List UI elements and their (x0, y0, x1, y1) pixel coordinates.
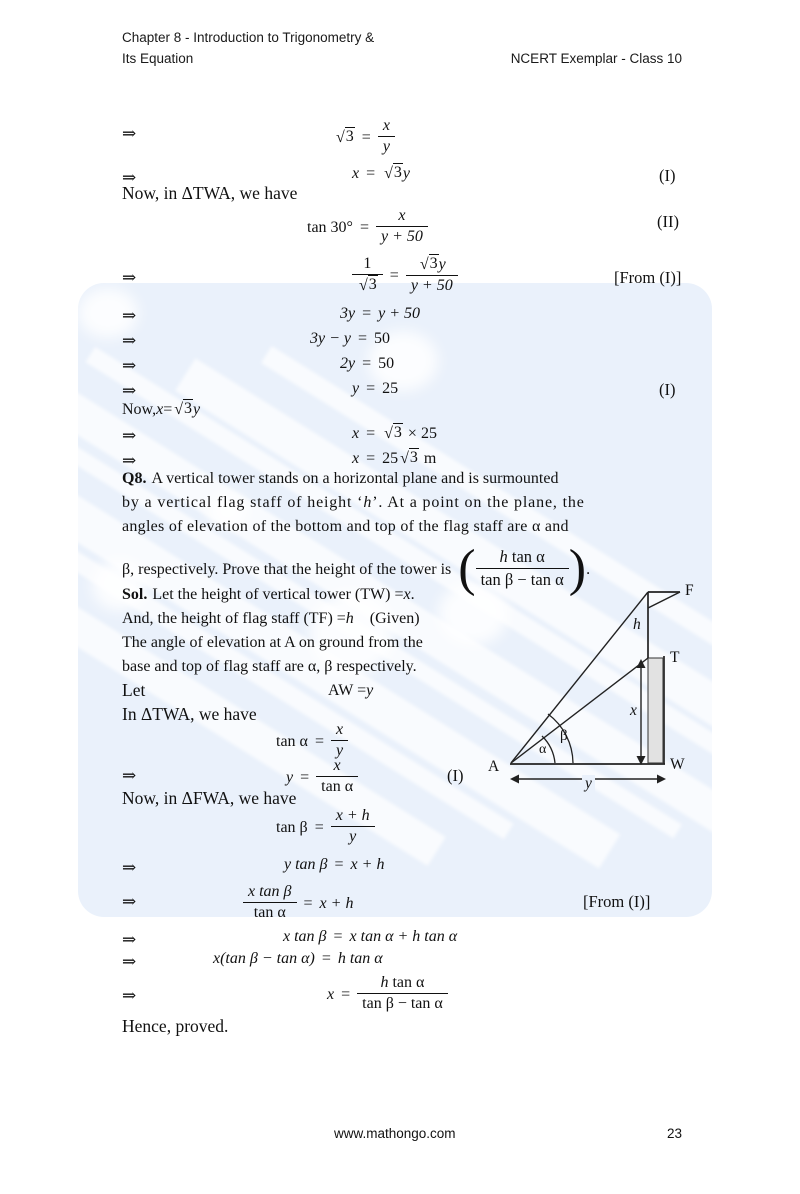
times-25: × 25 (407, 424, 437, 442)
implies-arrow: ⇒ (122, 986, 137, 1005)
denominator: tan β − tan α (476, 568, 569, 590)
equals-sign: = (314, 818, 324, 836)
lhs: y tan β (284, 856, 328, 873)
rhs: 25 (382, 380, 399, 397)
aw-label: AW = (328, 682, 367, 699)
equation-tan-alpha (276, 722, 348, 761)
variable-x: x (352, 424, 360, 442)
fraction-sqrt3y-over-y-plus-50 (406, 255, 458, 295)
variable-h: h (363, 494, 373, 511)
fraction-x-tan-beta-over-tan-alpha (243, 883, 297, 922)
denominator (352, 274, 383, 295)
sqrt-symbol: √ (419, 256, 429, 274)
question-line-3 (122, 518, 569, 536)
equals-sign: = (362, 355, 372, 372)
diagram-label-w: W (670, 756, 685, 773)
fraction-x-over-y-plus-50 (376, 207, 428, 246)
equation-ref: (I) (659, 166, 676, 185)
implies-arrow: ⇒ (122, 952, 137, 971)
equals-sign: = (341, 985, 351, 1003)
sqrt-symbol: √ (384, 165, 393, 182)
numerator: x (335, 721, 344, 739)
footer-page-number: 23 (666, 1126, 682, 1141)
equals-sign: = (366, 424, 376, 442)
implies-arrow: ⇒ (122, 858, 137, 877)
equation-ref: (I) (659, 380, 676, 399)
diagram-label-h: h (633, 616, 641, 633)
equals-sign: = (314, 732, 324, 750)
implies-arrow: ⇒ (122, 168, 137, 187)
denominator: y (331, 740, 348, 760)
equation-y-tan-beta (284, 856, 384, 874)
equation-sqrt3-eq-x-over-y (334, 118, 395, 157)
equation-x-tan-beta-over-tan-alpha (243, 884, 353, 923)
implies-arrow: ⇒ (122, 451, 137, 470)
now-prefix: Now, (122, 400, 157, 418)
rhs: y + 50 (378, 305, 421, 322)
solution-let: Let (122, 680, 146, 700)
lhs: x(tan β − tan α) (213, 950, 315, 967)
equals-sign: = (366, 380, 376, 397)
solution-line-4 (122, 658, 417, 676)
solution-aw-equals-y (328, 682, 373, 700)
lhs: 3y − y (310, 330, 351, 347)
lhs: x tan β (283, 928, 327, 945)
sqrt-symbol: √ (400, 450, 409, 467)
tan-alpha: tan α (276, 732, 308, 750)
implies-arrow: ⇒ (122, 356, 137, 375)
tan-beta: tan β (276, 818, 308, 836)
diagram-angle-alpha: α (539, 742, 547, 757)
equals-sign: = (366, 164, 376, 182)
rhs: x + h (319, 894, 354, 912)
radicand-3: 3 (393, 164, 402, 181)
chapter-title-line2: Its Equation (122, 50, 194, 66)
implies-arrow: ⇒ (122, 766, 137, 785)
fraction-x-over-tan-alpha (316, 757, 358, 796)
solution-line-2 (122, 610, 420, 628)
question-line-2 (122, 494, 684, 512)
diagram-label-a: A (488, 758, 500, 775)
left-paren: ( (458, 539, 476, 597)
variable-h: h (345, 610, 354, 627)
denominator: tan α (243, 902, 297, 922)
equals-sign: = (366, 449, 376, 467)
solution-text: Let the height of vertical tower (TW) = (152, 586, 404, 603)
equation-tan-beta (276, 808, 375, 847)
page-footer (122, 1126, 682, 1141)
variable-x: x (403, 586, 411, 603)
numerator: x tan β (248, 883, 292, 901)
denominator: tan β − tan α (357, 993, 448, 1013)
fraction-1-over-sqrt3 (352, 255, 383, 295)
diagram-label-x: x (630, 702, 637, 719)
question-text: by a vertical flag staff of height ‘ (122, 494, 364, 511)
solution-line-1 (122, 586, 415, 604)
period: . (586, 560, 591, 578)
radicand-3: 3 (429, 255, 438, 273)
implies-arrow: ⇒ (122, 426, 137, 445)
numerator (406, 255, 458, 275)
implies-arrow: ⇒ (122, 306, 137, 325)
equals-sign: = (358, 330, 368, 347)
radicand-3: 3 (409, 449, 418, 466)
period: . (410, 586, 415, 603)
solution-label: Sol. (122, 586, 148, 603)
implies-arrow: ⇒ (122, 892, 137, 911)
unit-metre: m (423, 449, 437, 467)
equation-3y-minus-y (310, 330, 390, 348)
lhs: 2y (340, 355, 356, 372)
rhs: 50 (374, 330, 391, 347)
text-now-in-twa: Now, in ΔTWA, we have (122, 183, 298, 203)
equation-x-eq-sqrt3y (352, 164, 410, 183)
equals-sign: = (303, 894, 313, 912)
variable-y: y (286, 768, 294, 786)
equals-sign: = (361, 128, 371, 146)
rhs: x + h (350, 856, 385, 873)
sqrt-symbol: √ (174, 401, 183, 418)
numerator: 1 (363, 255, 372, 273)
footer-url: www.mathongo.com (334, 1126, 456, 1141)
equals-sign: = (321, 950, 331, 967)
equation-tan30 (307, 208, 428, 247)
sqrt-symbol: √ (359, 277, 368, 295)
equation-3y-eq-y-plus-50 (340, 305, 420, 323)
equals-sign: = (334, 856, 344, 873)
implies-arrow: ⇒ (122, 331, 137, 350)
solution-text: base and top of flag staff are α, β respectively. (122, 658, 417, 675)
implies-arrow: ⇒ (122, 930, 137, 949)
lhs: 3y (340, 305, 356, 322)
variable-y: y (366, 682, 374, 699)
variable-x: x (327, 985, 335, 1003)
equation-ref-from-i: [From (I)] (583, 892, 651, 911)
equation-ref-from-i: [From (I)] (614, 268, 682, 287)
fraction-x-plus-h-over-y (331, 807, 375, 846)
denominator: y + 50 (376, 226, 428, 246)
diagram-label-y: y (582, 775, 595, 793)
chapter-title-line1: Chapter 8 - Introduction to Trigonometry & (122, 30, 375, 45)
equals-sign: = (362, 305, 372, 322)
variable-x: x (352, 449, 360, 467)
variable-x: x (352, 164, 360, 182)
equals-sign: = (389, 267, 399, 284)
question-label: Q8. (122, 470, 147, 487)
lhs: y (352, 380, 360, 397)
equals-sign: = (359, 218, 369, 236)
fraction-h-tan-alpha-over-tan-beta-minus-tan-alpha (357, 974, 448, 1013)
equation-x-tan-beta-expanded (283, 928, 457, 946)
rhs: 50 (378, 355, 395, 372)
diagram-label-f: F (685, 582, 694, 599)
variable-y: y (193, 400, 201, 418)
equation-ref: (II) (657, 212, 679, 231)
tan-30-degrees: tan 30° (307, 218, 353, 236)
radicand-3: 3 (368, 276, 377, 294)
equation-y-eq-25 (352, 380, 398, 398)
equation-x-eq-25-sqrt3-m (352, 449, 436, 468)
equation-y-eq-x-over-tan-alpha (286, 758, 358, 797)
implies-arrow: ⇒ (122, 124, 137, 143)
solution-in-twa: In ΔTWA, we have (122, 704, 257, 724)
question-text: angles of elevation of the bottom and top of the flag staff are α and (122, 518, 569, 535)
equals-sign: = (333, 928, 343, 945)
fraction-x-over-y (378, 117, 395, 156)
equation-one-over-sqrt3 (352, 256, 458, 296)
conclusion-text: Hence, proved. (122, 1016, 229, 1036)
right-paren: ) (568, 539, 587, 597)
radicand-3: 3 (345, 128, 354, 145)
solution-text: And, the height of flag staff (TF) = (122, 610, 346, 627)
equation-x-eq-sqrt3-times-25 (352, 424, 437, 443)
numerator: h tan α (380, 974, 425, 992)
coefficient-25: 25 (382, 449, 399, 467)
variable-y: y (438, 256, 446, 274)
question-text: A vertical tower stands on a horizontal plane and is surmounted (151, 470, 559, 487)
variable-y: y (402, 164, 411, 182)
numerator: x (382, 117, 390, 135)
book-title: NCERT Exemplar - Class 10 (510, 50, 682, 66)
sqrt-symbol: √ (336, 129, 345, 146)
given-note: (Given) (369, 610, 420, 627)
rhs: x tan α + h tan α (349, 928, 458, 945)
sqrt-symbol: √ (384, 425, 393, 442)
equals-sign: = (300, 768, 310, 786)
question-line-1 (122, 470, 558, 488)
diagram-angle-beta: β (560, 728, 568, 744)
denominator: tan α (316, 776, 358, 796)
equation-final-result (327, 975, 448, 1014)
solution-text: The angle of elevation at A on ground from the (122, 634, 423, 651)
equation-x-factored (213, 950, 383, 968)
implies-arrow: ⇒ (122, 381, 137, 400)
implies-arrow: ⇒ (122, 268, 137, 287)
question-text: ’. At a point on the plane, the (372, 494, 585, 511)
text-now-x-eq-sqrt3y (122, 400, 200, 419)
equation-ref: (I) (447, 766, 464, 785)
question-text: β, respectively. Prove that the height of the tower is (122, 560, 452, 578)
variable-x: x (156, 400, 164, 418)
denominator: y (331, 826, 375, 846)
equals-sign: = (163, 400, 173, 418)
solution-now-in-fwa: Now, in ΔFWA, we have (122, 788, 297, 808)
solution-line-3 (122, 634, 423, 652)
fraction-x-over-y (331, 721, 348, 760)
numerator: h tan α (499, 547, 545, 567)
denominator: y (378, 136, 395, 156)
numerator: x (333, 757, 341, 775)
rhs: h tan α (337, 950, 383, 967)
diagram-label-t: T (670, 649, 680, 666)
equation-2y-eq-50 (340, 355, 394, 373)
numerator: x + h (335, 807, 370, 825)
radicand-3: 3 (184, 400, 192, 417)
numerator: x (398, 207, 406, 225)
radicand-3: 3 (393, 424, 402, 441)
denominator: y + 50 (406, 275, 458, 295)
